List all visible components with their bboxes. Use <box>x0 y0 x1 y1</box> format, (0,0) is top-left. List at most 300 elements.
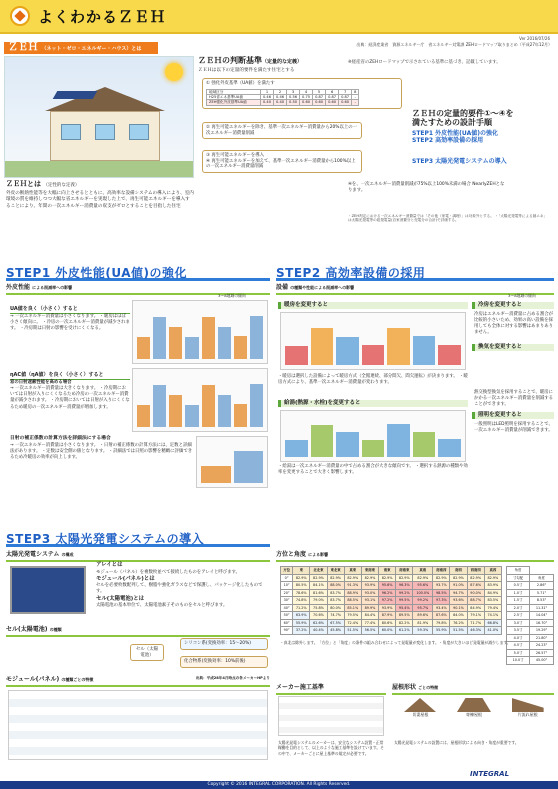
step1-chart-note: 3〜8地域の傾向 <box>218 293 246 298</box>
orient-cell: 84.0% <box>450 612 467 620</box>
window-icon <box>95 124 115 140</box>
module-text: セルを必要枚数配列して、樹脂や強化ガラスなどで保護し、パッケージ化したものです。 <box>96 583 263 595</box>
sun-icon <box>165 63 183 81</box>
orient-cell: 93.7% <box>433 582 450 590</box>
orient-head-cell: 東南東 <box>361 567 378 575</box>
pitch-deg-cell: 26.57° <box>530 649 554 657</box>
cell-text: 太陽電池の基本単位で、太陽電池素子そのものをセルと呼びます。 <box>96 603 228 609</box>
criteria-item-4: ④ 再生可能エネルギーを加えて、基準一次エネルギー消費量から100%以上の一次エネルギー消費量削減 <box>206 158 356 169</box>
orient-cell: 82.9% <box>450 574 467 582</box>
eta-chart <box>132 368 268 432</box>
orient-cell: 82.9% <box>484 574 501 582</box>
chart-bar <box>438 345 461 365</box>
ua-cell: 0.40 <box>274 100 287 105</box>
chart-bar <box>285 440 308 457</box>
orient-cell: 60.0% <box>379 627 396 635</box>
orient-cell: 85.1% <box>344 604 361 612</box>
ua-cell: 5 <box>313 89 326 94</box>
orient-cell: 99.2% <box>413 597 433 605</box>
orient-cell: 93.1% <box>361 597 378 605</box>
orient-cell: 95.7% <box>413 604 433 612</box>
ua-cell: 1 <box>261 89 274 94</box>
orient-cell: 51.5% <box>344 627 361 635</box>
orient-h2: による影響 <box>308 552 329 557</box>
criteria-note: ※経産省のZEHロードマップで示されている基準に基づき、記載しています。 <box>348 60 501 65</box>
pitch-cell: 角度 <box>507 567 530 575</box>
pitch-cell: 3.0寸 <box>507 619 530 627</box>
pv-definitions <box>96 562 268 609</box>
heat-text: ・暖房は選択した設備によって暖房方式（全館連続、部分間欠、間欠運転）が決まります。 ・暖房方式により、基準一次エネルギー消費量が変わります。 <box>278 374 468 386</box>
orient-cell: 90.1% <box>450 604 467 612</box>
orient-cell: 63.9% <box>293 612 310 620</box>
orient-head-cell: 北北東 <box>310 567 327 575</box>
req-step-3: STEP3 太陽光発電システムの導入 <box>412 158 507 166</box>
orient-cell: 100.0% <box>413 589 433 597</box>
eta-heading: ηAC値（ηA値）を良く（小さく）すると <box>10 372 130 380</box>
maker-table <box>278 696 384 736</box>
orient-heading <box>276 551 554 562</box>
pitch-deg-cell: 2.86° <box>530 582 554 590</box>
house-illustration <box>4 56 194 178</box>
orient-cell: 59.3% <box>413 627 433 635</box>
orient-cell: 84.9% <box>484 589 501 597</box>
ua-block <box>10 306 130 332</box>
orient-cell: 74.7% <box>327 612 344 620</box>
orient-cell: 98.5% <box>433 589 450 597</box>
ground <box>5 161 193 177</box>
orient-cell: 45.8% <box>327 627 344 635</box>
eta-sub: 窓の日射遮蔽性能を高める場合 <box>10 380 72 385</box>
chart-bar <box>311 425 334 457</box>
orient-cell: 10° <box>281 582 293 590</box>
orient-cell: 97.2% <box>379 597 396 605</box>
orient-cell: 79.5% <box>344 612 361 620</box>
orient-head-cell: 真東 <box>344 567 361 575</box>
orient-head-cell: 南南西 <box>433 567 450 575</box>
chart-bar <box>362 440 385 457</box>
req-step-2: STEP2 高効率設備の採用 <box>412 137 484 145</box>
pitch-cell: 2.0寸 <box>507 604 530 612</box>
window-icon <box>129 124 149 140</box>
step2-subh: 設備 <box>276 284 289 291</box>
orient-cell: 89.6% <box>413 612 433 620</box>
req-title-1: ＺＥＨの定量的要件①〜④を <box>412 109 514 118</box>
orient-cell: 96.3% <box>396 582 413 590</box>
orient-cell: 62.6% <box>310 619 327 627</box>
zeh-definition-heading <box>6 180 194 189</box>
roof-type-hip <box>457 698 491 717</box>
orient-cell: 99.5% <box>396 597 413 605</box>
pitch-deg-cell: 21.80° <box>530 634 554 642</box>
ua-cell: 0.87 <box>313 94 326 99</box>
title-bar <box>0 0 558 34</box>
criteria-title-sub: （定量的な定義） <box>262 59 303 65</box>
chart-bar <box>185 337 198 359</box>
orient-cell: 80.0% <box>327 604 344 612</box>
chart-bar <box>137 337 150 359</box>
orient-cell: 99.2% <box>396 589 413 597</box>
ua-cell: 0.56 <box>287 94 300 99</box>
pitch-cell: 3.5寸 <box>507 627 530 635</box>
cell-label-box: セル（太陽電池） <box>130 644 164 661</box>
orient-cell: 93.9% <box>361 582 378 590</box>
pitch-table <box>506 566 554 665</box>
ua-cell: 6 <box>326 89 339 94</box>
orient-cell: 79.0% <box>310 597 327 605</box>
pitch-deg-cell: 19.29° <box>530 627 554 635</box>
cell-types-h2: の種類 <box>49 627 62 632</box>
module-heading: モジュール(パネル)とは <box>96 575 155 582</box>
chart-bar <box>185 405 198 427</box>
orient-cell: 87.9% <box>379 612 396 620</box>
hw-chart <box>280 410 466 462</box>
version-text: Ver 2016/07/26 <box>519 36 550 41</box>
orient-cell: 40.4% <box>310 627 327 635</box>
chart-bar <box>218 395 231 427</box>
pitch-deg-cell: 14.04° <box>530 612 554 620</box>
chart-bar <box>311 328 334 365</box>
orient-cell: 84.1% <box>310 582 327 590</box>
orient-cell: 76.2% <box>450 619 467 627</box>
ua-cell: 3 <box>287 89 300 94</box>
ua-cell: 0.75 <box>300 94 313 99</box>
vent-heading: 換気を変更すると <box>472 344 554 351</box>
chart-bar <box>169 327 182 359</box>
orient-head-cell: 東 <box>293 567 310 575</box>
orient-cell: 95.6% <box>413 582 433 590</box>
mod-types-h: モジュール(パネル) <box>6 676 60 683</box>
orient-cell: 82.9% <box>379 574 396 582</box>
orient-cell: 82.9% <box>344 574 361 582</box>
orient-cell: 97.3% <box>433 597 450 605</box>
orient-cell: 96.2% <box>379 589 396 597</box>
light-text: 一般照明はLED照明を採用することで、一次エネルギー消費量が削減できます。 <box>474 422 553 434</box>
steps-summary <box>412 109 544 166</box>
zeh-heading <box>4 42 158 54</box>
zeh-def-sub: （定性的な定義） <box>43 183 80 188</box>
chart-bar <box>413 336 436 365</box>
roof-h: 屋根形状 <box>392 684 417 691</box>
orient-cell: 80.5% <box>293 582 310 590</box>
orient-head-cell: 真南 <box>413 567 433 575</box>
ua-cell: 0.87 <box>326 94 339 99</box>
criteria-box-1 <box>202 78 402 109</box>
pitch-cell: 4.5寸 <box>507 642 530 650</box>
cell-heading: セル(太陽電池)とは <box>96 595 145 602</box>
orient-cell: 93.9% <box>379 604 396 612</box>
zeh-definition <box>6 180 194 211</box>
ua-cell: - <box>352 94 359 99</box>
orient-cell: 93.6% <box>450 597 467 605</box>
orient-cell: 40° <box>281 604 293 612</box>
pitch-cell: 1.5寸 <box>507 597 530 605</box>
roof-type-shed <box>512 698 544 717</box>
orient-cell: 84.9% <box>467 604 484 612</box>
chart-bar <box>250 316 263 359</box>
solar-panel-icon <box>53 91 98 99</box>
orient-head-cell: 方位 <box>281 567 293 575</box>
orient-cell: 78.6% <box>293 589 310 597</box>
calc-chart <box>196 436 268 488</box>
step3-heading: STEP3 太陽光発電システムの導入 <box>6 532 270 547</box>
chart-bar <box>137 405 150 427</box>
orient-head-cell: 南東 <box>379 567 396 575</box>
si-box: シリコン系(変換効率：15〜20%) <box>180 638 268 650</box>
orient-cell: 88.9% <box>344 589 361 597</box>
pitch-deg-cell: 5.71° <box>530 589 554 597</box>
orient-cell: 71.2% <box>293 604 310 612</box>
orient-cell: 82.9% <box>310 574 327 582</box>
chart-bar <box>234 451 264 483</box>
orient-cell: 72.4% <box>344 619 361 627</box>
ua-cell: 7 <box>339 89 352 94</box>
zeh-definition-text: 外皮の断熱性能等を大幅に向上させるとともに、高効率な設備システムの導入により、室内環境の質を維持しつつ大幅な省エネルギーを実現した上で、再生可能エネルギーを導入することにより、年間の一次エネルギー消費量の収支がゼロとすることを目指した住宅 <box>6 190 194 210</box>
chart-bar <box>202 317 215 359</box>
pv-system-heading <box>6 551 270 562</box>
cell-types-heading <box>6 626 270 637</box>
orient-note: ・真北は除外します。「方位」と「角度」の条件の組み合わせによって発電量が変化します。・角度が大きいほど発電量が減少します。 <box>280 640 511 645</box>
orient-cell: 51.5% <box>450 627 467 635</box>
orient-cell: 88.7% <box>467 597 484 605</box>
shed-roof-icon <box>512 698 544 712</box>
pv-sys-h2: の構成 <box>61 552 74 557</box>
ua-cell: 4 <box>300 89 313 94</box>
orient-cell: 81.9% <box>413 619 433 627</box>
array-text: モジュール（パネル）を複数枚並べて接続したものをアレイと呼びます。 <box>96 569 240 575</box>
ua-cell: 0.60 <box>313 100 326 105</box>
criteria-item-5: ④を、一次エネルギー消費量削減が75%以上100%未満の場合 NearlyZEHとなります。 <box>348 182 505 193</box>
orient-cell: 60° <box>281 619 293 627</box>
chart-bar <box>336 432 359 457</box>
pitch-cell: 寸勾配 <box>507 574 530 582</box>
roof-type-gable <box>404 698 436 717</box>
orient-cell: 20° <box>281 589 293 597</box>
maker-text: 太陽光発電システムのメーカーは、安全なシステム設置・正常稼働を目的として、以上のような施工基準を設けています。その中で、メーカーごとに屋上基準の規定が必要です。 <box>278 740 384 756</box>
ua-cell: 0.60 <box>326 100 339 105</box>
calc-block <box>10 436 194 461</box>
orient-cell: 61.2% <box>396 627 413 635</box>
orient-h: 方位と角度 <box>276 551 307 558</box>
roof-type-label: 切妻屋根 <box>412 712 429 717</box>
orient-cell: 88.0% <box>327 582 344 590</box>
orient-cell: 90° <box>281 627 293 635</box>
module-table <box>8 690 268 760</box>
pitch-deg-cell: 24.23° <box>530 642 554 650</box>
criteria-item-3: ③ 再生可能エネルギーを導入 <box>206 153 265 158</box>
zeh-def-title: ＺＥＨとは <box>6 180 41 188</box>
light-heading: 照明を変更すると <box>472 412 554 419</box>
ua-heading: UA値を良く（小さく）すると <box>10 306 130 314</box>
orient-cell: 89.5% <box>396 612 413 620</box>
roof-type-label: 寄棟屋根 <box>465 712 482 717</box>
chart-bar <box>438 439 461 457</box>
ua-cell: 2 <box>274 89 287 94</box>
pitch-deg-cell: 8.53° <box>530 597 554 605</box>
zeh-heading-sub: （ネット・ゼロ・エネルギー・ハウス）とは <box>41 46 142 52</box>
ua-cell: 0.60 <box>339 100 352 105</box>
cool-heading: 冷房を変更すると <box>472 302 554 309</box>
ua-cell: 0.50 <box>287 100 300 105</box>
orient-cell: 88.5% <box>344 597 361 605</box>
step2-heading: STEP2 高効率設備の採用 <box>276 266 554 281</box>
orient-cell: 82.9% <box>361 574 378 582</box>
orient-cell: 75.8% <box>310 604 327 612</box>
orient-cell: 79.1% <box>467 612 484 620</box>
mod-types-h2: の種類ごとの特徴 <box>61 677 94 682</box>
chart-bar <box>202 385 215 427</box>
orient-cell: 87.6% <box>433 612 450 620</box>
orient-cell: 81.6% <box>310 589 327 597</box>
pitch-deg-cell: 11.31° <box>530 604 554 612</box>
orient-cell: 55.9% <box>433 627 450 635</box>
ua-region-label: 地域区分 <box>207 89 261 94</box>
pitch-cell: 5.0寸 <box>507 649 530 657</box>
orient-head-cell: 南南東 <box>396 567 413 575</box>
ua-table <box>206 89 359 106</box>
orient-cell: 79.4% <box>484 604 501 612</box>
pitch-deg-cell: 45.00° <box>530 657 554 665</box>
chart-bar <box>201 466 231 483</box>
zeh-heading-main: ＺＥＨ <box>8 42 38 53</box>
orient-cell: 37.2% <box>293 627 310 635</box>
orient-cell: 77.4% <box>361 619 378 627</box>
hw-text: ・給湯は一次エネルギー消費量の中で占める割合が大きな傾向です。 ・選択する熱源の種類や効率を変更することで大きく影響します。 <box>278 464 468 476</box>
roof-h2: ごとの特徴 <box>418 685 439 690</box>
pitch-deg-cell: 16.70° <box>530 619 554 627</box>
orient-cell: 93.0% <box>361 589 378 597</box>
footer: Copyright © 2016 INTEGRAL CORPORATION. All Rights Reserved. <box>0 781 558 789</box>
chart-bar <box>218 327 231 359</box>
gable-roof-icon <box>404 698 436 712</box>
step2-subh2: の種類や性能による削減率への影響 <box>290 285 355 290</box>
ua-text: → 一次エネルギー消費量は小さくなります。 ・暖房はほぼ小さく傾向に。 ・冷房の一次エネルギー消費量が減少されます。 ・冷房期は日射の影響を受けにくくなる。 <box>10 314 130 332</box>
orient-cell: 90.0% <box>467 589 484 597</box>
orient-cell: 71.7% <box>467 619 484 627</box>
pitch-deg-cell: 角度 <box>530 574 554 582</box>
chart-bar <box>362 345 385 365</box>
ua-cell: 0.87 <box>339 94 352 99</box>
ua-cell: - <box>352 100 359 105</box>
orient-cell: 91.3% <box>344 582 361 590</box>
ua-row1-label: H25省エネ基準UA値 <box>207 94 261 99</box>
orient-cell: 82.9% <box>293 574 310 582</box>
orient-cell: 74.1% <box>484 612 501 620</box>
orient-cell: 94.7% <box>450 589 467 597</box>
ua-cell: 0.46 <box>261 94 274 99</box>
orient-cell: 95.4% <box>396 604 413 612</box>
criteria-section <box>198 56 554 234</box>
vent-text: 熱交換型換気を採用することで、暖房にかかる一次エネルギー消費量を削減することができます。 <box>474 390 554 408</box>
orient-cell: 55.9% <box>293 619 310 627</box>
array-illustration <box>10 566 86 614</box>
step1-subh2: による削減率への影響 <box>32 285 73 290</box>
criteria-item-1: ① 強化外皮基準（UA値）を満たす <box>206 81 275 86</box>
chart-bar <box>387 328 410 365</box>
ua-row2-label: ZEH強化外皮基準UA値 <box>207 100 261 105</box>
eta-text: → 一次エネルギー消費量は大きくなります。 ・冷房期においては日射が入りにくくなるため冷房の一次エネルギー消費量が減少されます。 ・冷房期においては日射が入りにくくなるため暖房の一次エネルギー消費量が増加します。 <box>10 386 130 410</box>
orient-cell: 82.9% <box>396 574 413 582</box>
orient-head-cell: 真西 <box>484 567 501 575</box>
mod-note: 出典：平成28年4月時点の各メーカーHPより <box>195 676 270 680</box>
compound-box: 化合物系(変換効率：10%前後) <box>180 656 268 668</box>
orient-cell: 46.3% <box>467 627 484 635</box>
criteria-heading <box>198 56 302 66</box>
logo-icon <box>10 6 30 26</box>
chart-bar <box>285 346 308 365</box>
orient-head-cell: 東北東 <box>327 567 344 575</box>
ua-cell: 8 <box>352 89 359 94</box>
orient-cell: 84.4% <box>361 612 378 620</box>
module-types-heading <box>6 676 270 687</box>
orient-cell: 82.9% <box>467 574 484 582</box>
chart-bar <box>153 317 166 359</box>
step1-heading: STEP1 外皮性能(UA値)の強化 <box>6 266 270 281</box>
heat-chart <box>280 312 466 370</box>
orient-cell: 80.6% <box>379 619 396 627</box>
roof-text: 太陽光発電システムの設置には、屋根形状による向き・角度が重要です。 <box>394 740 519 745</box>
criteria-box-3 <box>202 150 362 173</box>
criteria-title: ＺＥＨの判断基準 <box>198 56 262 65</box>
orient-cell: 70.6% <box>310 612 327 620</box>
chart-bar <box>153 385 166 427</box>
orient-cell: 82.9% <box>433 574 450 582</box>
chart-bar <box>336 337 359 365</box>
eta-block <box>10 372 130 411</box>
window-icon <box>61 124 81 140</box>
pitch-cell: 4.0寸 <box>507 634 530 642</box>
calc-heading: 日射の補正係数の計算方法を詳細法にする場合 <box>10 436 111 441</box>
orient-cell: 95.6% <box>379 582 396 590</box>
pitch-cell: 10.0寸 <box>507 657 530 665</box>
cell-types-h: セル(太陽電池) <box>6 626 48 633</box>
ua-cell: 0.60 <box>300 100 313 105</box>
hw-heading: 給湯(熱源・水栓)を変更すると <box>278 400 468 407</box>
orient-cell: 67.5% <box>327 619 344 627</box>
array-heading: アレイとは <box>96 562 123 568</box>
pitch-cell: 0.5寸 <box>507 582 530 590</box>
orient-cell: 30° <box>281 597 293 605</box>
page-title: よくわかるＺＥＨ <box>38 8 167 26</box>
orient-cell: 74.8% <box>293 597 310 605</box>
chart-bar <box>387 424 410 457</box>
chart-bar <box>169 395 182 427</box>
maker-heading: メーカー施工基準 <box>276 684 386 695</box>
orient-cell: 82.9% <box>327 574 344 582</box>
orient-cell: 79.8% <box>433 619 450 627</box>
roof-type-label: 片流れ屋根 <box>517 712 538 717</box>
orient-cell: 50° <box>281 612 293 620</box>
hip-roof-icon <box>457 698 491 712</box>
pitch-cell: 2.5寸 <box>507 612 530 620</box>
calc-text: → 一次エネルギー消費量は小さくなります。 ・日射の補正係数の計算方法には、定数と詳細法があります。 ・定数は安全側の値となります。 ・詳細法では日照の影響を精緻に評価できるため冷暖房の効率が向上します。 <box>10 442 193 461</box>
criteria-sub: ＺＥＨは以下の定量的要件を満たす住宅とする <box>198 68 295 73</box>
orient-cell: 66.8% <box>484 619 501 627</box>
ua-cell: 0.40 <box>261 100 274 105</box>
roof-heading <box>392 684 554 695</box>
orient-cell: 83.7% <box>327 597 344 605</box>
chart-bar <box>234 404 247 427</box>
step1-subh: 外皮性能 <box>6 284 31 291</box>
orient-cell: 93.4% <box>433 604 450 612</box>
req-step-1: STEP1 外皮性能(UA値)の強化 <box>412 130 498 138</box>
criteria-foot: ・ZEH判定における一次エネルギー消費量では「その他（家電・調理）」は対象外とする。 ・「太陽光発電等による創エネ」は太陽光発電等の総発電量(自家消費分と売電分の合計)で評価する。 <box>348 214 548 223</box>
orient-cell: 91.0% <box>450 582 467 590</box>
source-text: 出典：経済産業省 資源エネルギー庁 省エネルギー対策課 ZEHロードマップ取りまとめ（平成27年12月） <box>356 42 552 47</box>
house-wall <box>50 111 160 161</box>
ua-chart <box>132 300 268 364</box>
step2-chart-note: 3〜8地域の傾向 <box>508 293 536 298</box>
orient-cell: 82.9% <box>413 574 433 582</box>
